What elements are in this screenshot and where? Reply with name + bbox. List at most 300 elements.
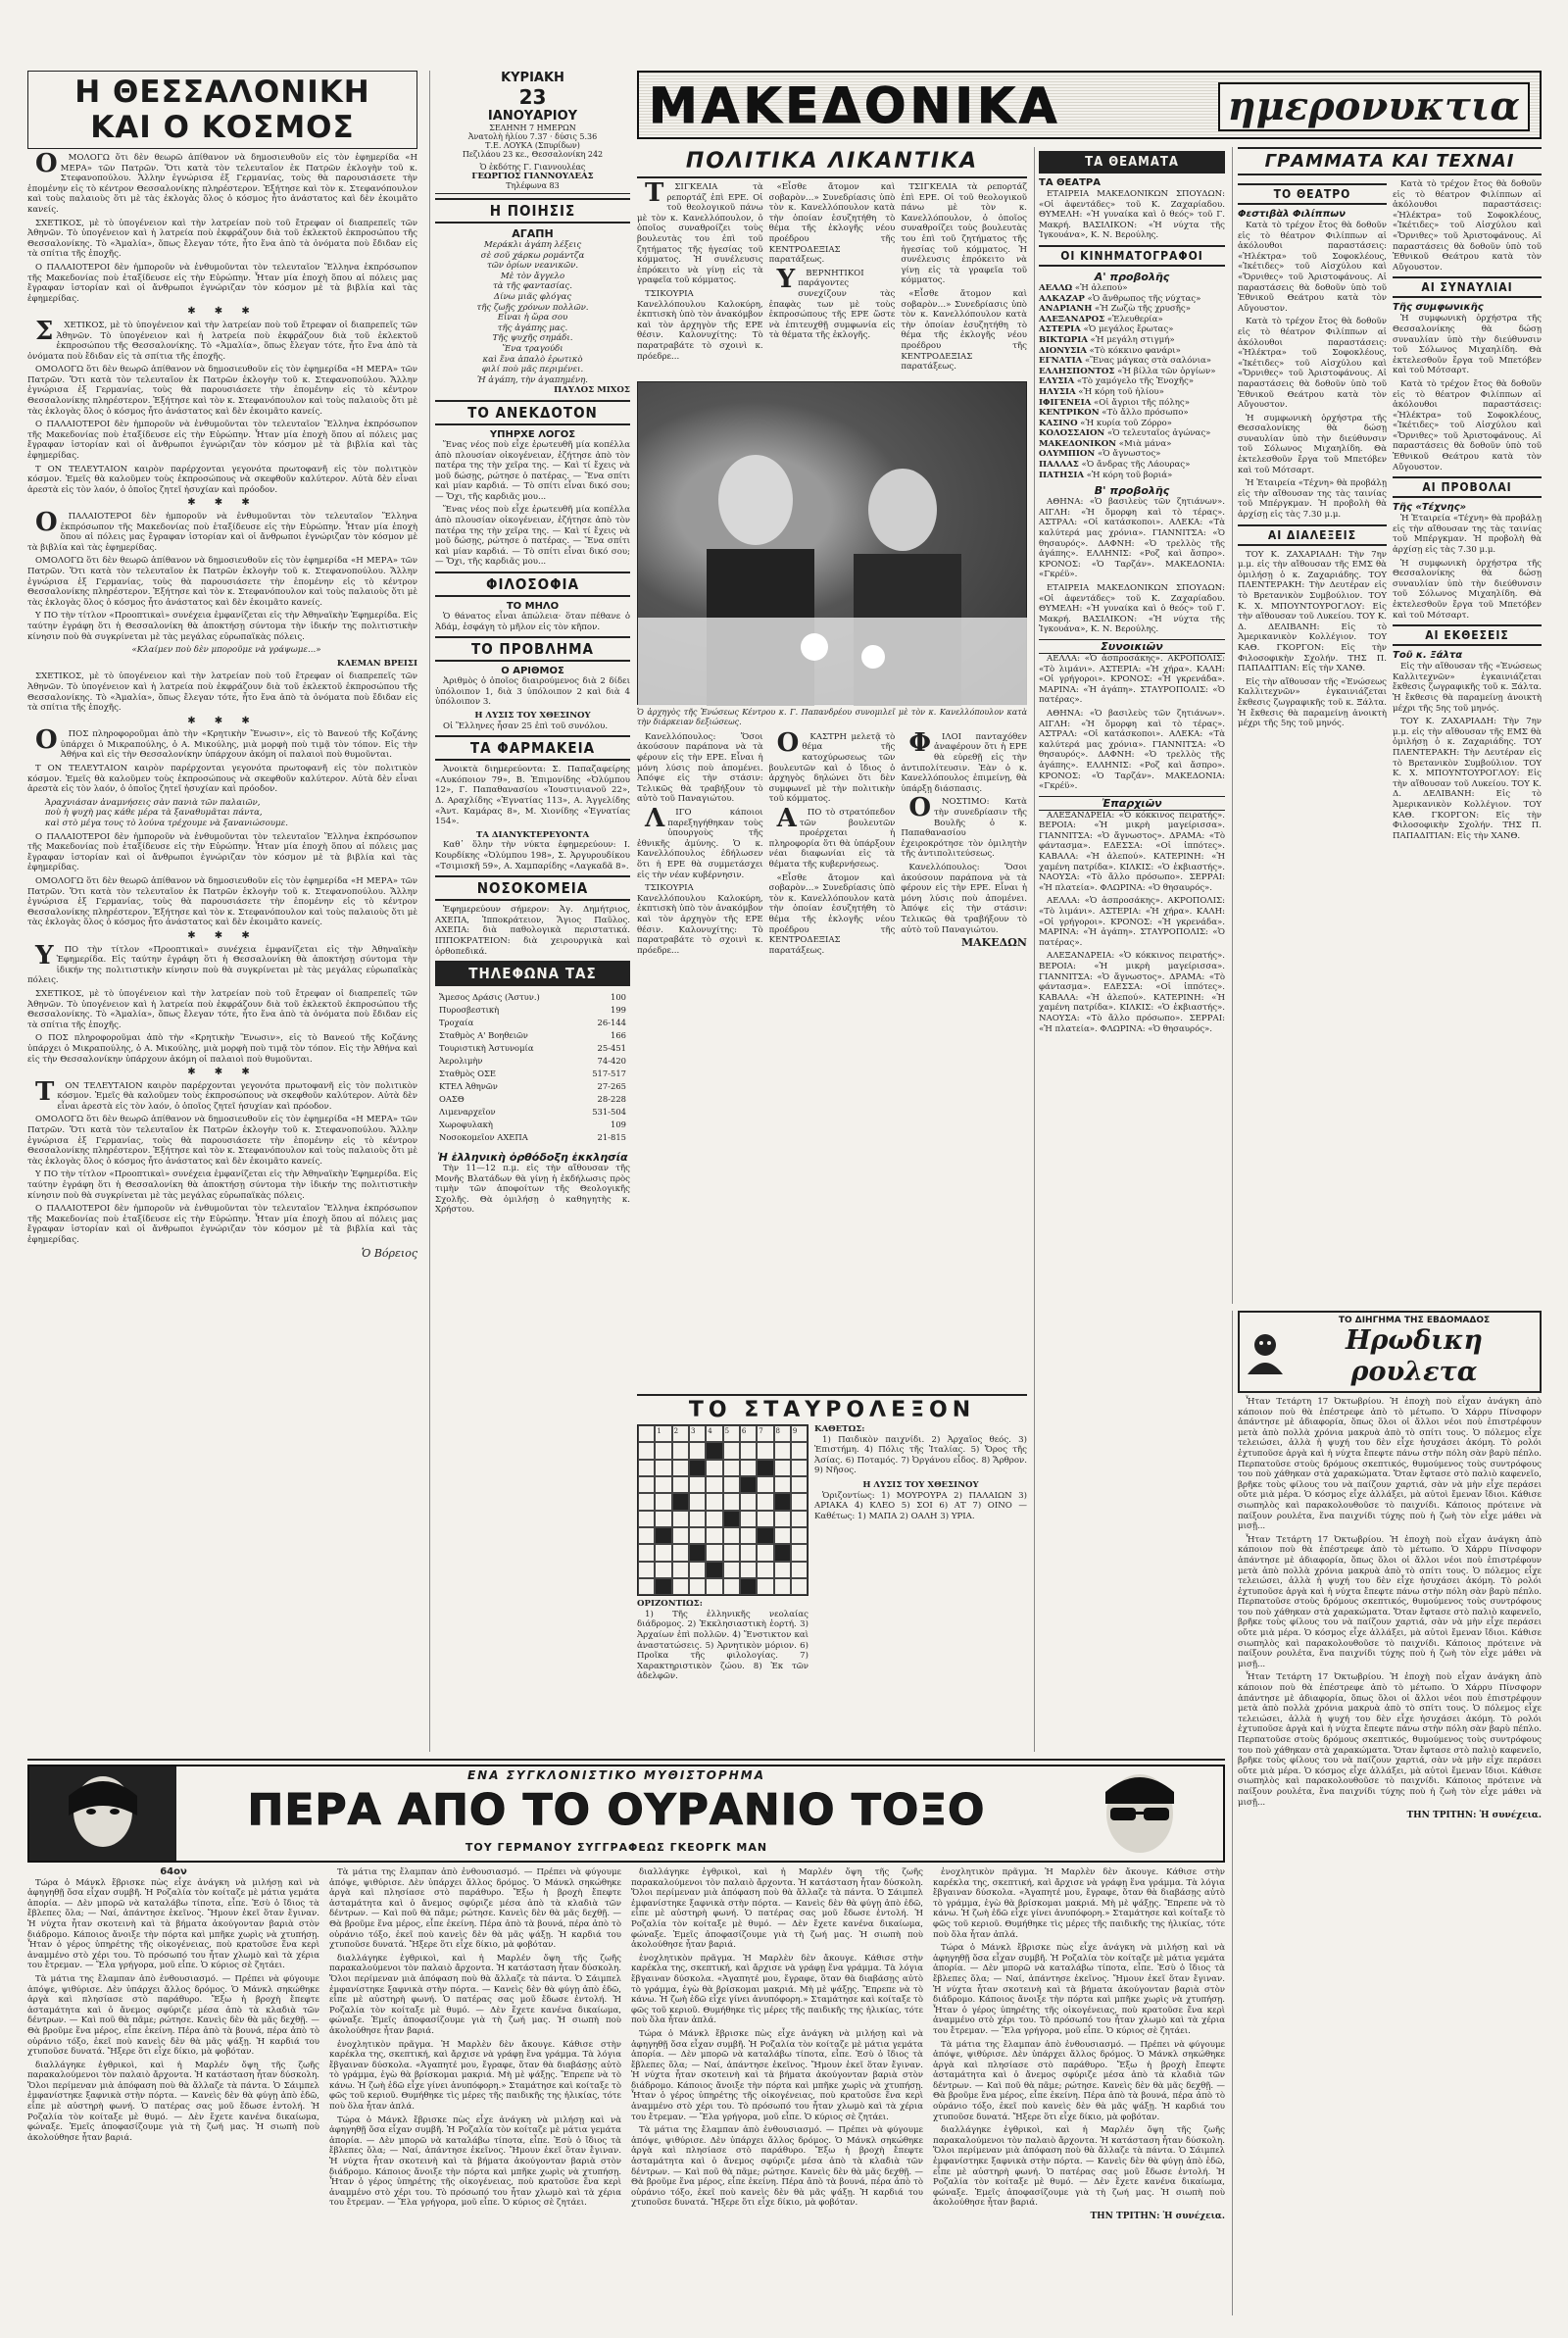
masthead-banner	[637, 71, 1542, 139]
story-week-text: Ἦταν Τετάρτη 17 Ὀκτωβρίου. Ἡ ἐποχὴ ποὺ εἶχαν ἀνάγκη ἀπὸ κάποιον ποὺ θὰ ἐπέστρεφε ἀπὸ τὸ μέτωπο. Ὁ Χάρρυ Πίνσφορν ἀπάντησε μὲ ἀδιαφορία, ὅπως ὅλοι οἱ ἄλλοι νέοι ποὺ ἐπιστρέφουν μετὰ ἀπὸ πολλὰ χρόνια μακρυὰ ἀπὸ τὸ σπίτι τους. Ὁ πόλεμος εἶχε τελειώσει, ἀλλὰ ἡ ψυχή του δὲν εἶχε ἡσυχάσει ἀκόμη. Τὸ ρολόι ἐχτυποῦσε ἀργὰ καὶ ἡ νύχτα ἔπεφτε πάνω στὴν πόλη σὰν βαρὺ πέπλο. Περπατοῦσε στοὺς δρόμους σκεπτικός, θυμούμενος τοὺς συντρόφους του ποὺ χάθηκαν στὰ χαρακώματα. Ὅταν ἔφτασε στὸ παλιὸ καφενεῖο, βρῆκε τοὺς φίλους του νὰ παίζουν χαρτιά, σὰν νὰ μὴν εἶχε περάσει οὔτε μιὰ μέρα. Ὁ κόσμος εἶχε ἀλλάξει, μὰ αὐτοὶ ἔμεναν ἴδιοι. Κάθισε σιωπηλὸς καὶ παρακολουθοῦσε τὸ παιχνίδι. Κάποιος πρότεινε νὰ παίξουν ρουλέτα, ἕνα παιχνίδι τύχης ποὺ ἡ ζωὴ τὸν εἶχε μάθει νὰ μισῇ...	[1238, 1397, 1542, 1532]
cinema-name: ΕΛΛΗΣΠΟΝΤΟΣ	[1039, 366, 1115, 376]
letters-meetings-header: ΑΙ ΣΥΝΑΥΛΙΑΙ	[1393, 276, 1542, 298]
phone-row	[437, 1030, 628, 1041]
crossword-cell[interactable]	[706, 1476, 722, 1493]
crossword-cell[interactable]	[757, 1476, 773, 1493]
crossword-cell	[774, 1493, 791, 1510]
crossword-cell[interactable]	[723, 1562, 740, 1578]
crossword-cell[interactable]	[672, 1562, 689, 1578]
editor-label: Ὁ ἐκδότης Γ. Γιαννουλέας	[479, 163, 586, 172]
crossword-header: ΤΟ ΣΤΑΥΡΟΛΕΞΟΝ	[688, 1398, 976, 1422]
phone-row	[437, 1081, 628, 1092]
cinema-item	[1039, 428, 1225, 439]
phone-name: ΚΤΕΛ Ἀθηνῶν	[439, 1081, 498, 1092]
crossword-cell	[757, 1527, 773, 1544]
politics-col4c: «Εἶσθε ἄτομον καὶ σοβαρὸν…» Συνεδρίασις ὑπὸ τὸν κ. Κανελλόπουλον κατὰ τὴν ὁποίαν ἐσυζητήθη τὸ θέμα τῆς ἐκλογῆς νέου προέδρου τῆς ΚΕΝΤΡΟΔΕΞΙΑΣ παρατάξεως.	[768, 872, 896, 956]
left-article-title-box	[27, 71, 417, 149]
crossword-cell[interactable]	[672, 1476, 689, 1493]
crossword-cell[interactable]	[689, 1562, 706, 1578]
phone-number: 531-504	[592, 1107, 626, 1118]
phone-number: 74-420	[597, 1056, 626, 1067]
crossword-cell[interactable]	[791, 1442, 808, 1459]
church-title: Ἡ ἑλληνικὴ ὀρθόδοξη ἐκκλησία	[437, 1151, 628, 1165]
crossword-cell	[689, 1460, 706, 1476]
letters-exhibits-header: ΑΙ ΠΡΟΒΟΛΑΙ	[1393, 476, 1542, 498]
crossword-cell[interactable]: 6	[740, 1425, 757, 1442]
politics-header: ΠΟΛΙΤΙΚΑ ΛΙΚΑΝΤΙΚΑ	[637, 147, 1027, 178]
politics-col1: ΤΣΙΓΚΕΛΙΑ τὰ ρεπορτάζ ἐπὶ ΕΡΕ. Οἱ τοῦ θεολογικοῦ πάνω μὲ τὸν κ. Κανελλόπουλον, ὁ ὁποῖος συναθροίζει τοὺς βουλευτὰς του ἐπὶ τοῦ ζητήματος τῆς ἡγεσίας τοῦ κόμματος. Ἡ συνέλευσις ἐπρόκειτο νὰ γίνῃ εἰς τὰ γραφεῖα τοῦ κόμματος.	[637, 178, 763, 286]
phone-row	[437, 1107, 628, 1118]
pharmacies-night-title: ΤΑ ΔΙΑΝΥΚΤΕΡΕΥΟΝΤΑ	[475, 829, 590, 840]
crossword-cell[interactable]	[638, 1493, 655, 1510]
crossword-cell[interactable]	[774, 1578, 791, 1595]
problem-sub: Ο ΑΡΙΘΜΟΣ	[501, 666, 564, 677]
crossword-cell[interactable]	[706, 1460, 722, 1476]
cinema-item	[1039, 324, 1225, 335]
phone-number: 27-265	[597, 1081, 626, 1092]
phone-number: 166	[611, 1030, 626, 1041]
story-week-text-2: Ἦταν Τετάρτη 17 Ὀκτωβρίου. Ἡ ἐποχὴ ποὺ εἶχαν ἀνάγκη ἀπὸ κάποιον ποὺ θὰ ἐπέστρεφε ἀπὸ τὸ μέτωπο. Ὁ Χάρρυ Πίνσφορν ἀπάντησε μὲ ἀδιαφορία, ὅπως ὅλοι οἱ ἄλλοι νέοι ποὺ ἐπιστρέφουν μετὰ ἀπὸ πολλὰ χρόνια μακρυὰ ἀπὸ τὸ σπίτι τους. Ὁ πόλεμος εἶχε τελειώσει, ἀλλὰ ἡ ψυχή του δὲν εἶχε ἡσυχάσει ἀκόμη. Τὸ ρολόι ἐχτυποῦσε ἀργὰ καὶ ἡ νύχτα ἔπεφτε πάνω στὴν πόλη σὰν βαρὺ πέπλο. Περπατοῦσε στοὺς δρόμους σκεπτικός, θυμούμενος τοὺς συντρόφους του ποὺ χάθηκαν στὰ χαρακώματα. Ὅταν ἔφτασε στὸ παλιὸ καφενεῖο, βρῆκε τοὺς φίλους του νὰ παίζουν χαρτιά, σὰν νὰ μὴν εἶχε περάσει οὔτε μιὰ μέρα. Ὁ κόσμος εἶχε ἀλλάξει, μὰ αὐτοὶ ἔμεναν ἴδιοι. Κάθισε σιωπηλὸς καὶ παρακολουθοῦσε τὸ παιχνίδι. Κάποιος πρότεινε νὰ παίξουν ρουλέτα, ἕνα παιχνίδι τύχης ποὺ ἡ ζωὴ τὸν εἶχε μάθει νὰ μισῇ...	[1238, 1534, 1542, 1669]
letters-theatre-2: Κατὰ τὸ τρέχον ἔτος θὰ δοθοῦν εἰς τὸ θέατρον Φιλίππων αἱ ἀκόλουθοι παραστάσεις: «Ἡλέκτρα» τοῦ Σοφοκλέους, «Ἱκέτιδες» τοῦ Αἰσχύλου καὶ «Ὄρνιθες» τοῦ Ἀριστοφάνους. Αἱ παραστάσεις θὰ δοθοῦν ὑπὸ τοῦ Ἐθνικοῦ Θεάτρου κατὰ τὸν Αὔγουστον.	[1238, 317, 1387, 411]
info-column	[429, 71, 630, 1752]
left-article-p3: ΟΠΑΛΑΙΟΤΕΡΟΙ δὲν ἠμποροῦν νὰ ἐνθυμοῦνται τὸν τελευταῖον Ἕλληνα ἐκπρόσωπον τῆς Μακεδονίας ποὺ ἐταξίδευσε εἰς τὴν Εὐρώπην. Ἦταν μία ἐποχὴ ὅπου αἱ πόλεις μας ἔγραφαν ἱστορίαν καὶ οἱ ἄνθρωποι ἐγνώριζαν τὸν κόσμον μὲ τὰ βιβλία καὶ τὰς ἐφημερίδας.	[27, 508, 417, 553]
crossword-cell[interactable]	[774, 1511, 791, 1527]
crossword-cell[interactable]	[655, 1460, 671, 1476]
phone-row	[437, 1056, 628, 1067]
phone-row	[437, 1069, 628, 1079]
story-week-next: ΤΗΝ ΤΡΙΤΗΝ: Ἡ συνέχεια.	[1406, 1811, 1542, 1821]
phone-name: Σταθμὸς Α' Βοηθειῶν	[439, 1030, 528, 1041]
problem-text: Ἀριθμὸς ὁ ὁποῖος διαιρούμενος διὰ 2 δίδει ὑπόλοιπον 1, διὰ 3 ὑπόλοιπον 2 καὶ διὰ 4 ὑπόλοιπον 3.	[435, 676, 630, 708]
phone-number: 100	[611, 992, 626, 1003]
crossword-cell[interactable]	[757, 1442, 773, 1459]
cinema-item	[1039, 346, 1225, 357]
crossword-cell[interactable]: 3	[689, 1425, 706, 1442]
left-article-p2c: Ο ΠΑΛΑΙΟΤΕΡΟΙ δὲν ἠμποροῦν νὰ ἐνθυμοῦνται τὸν τελευταῖον Ἕλληνα ἐκπρόσωπον τῆς Μακεδονίας ποὺ ἐταξίδευσε εἰς τὴν Εὐρώπην. Ἦταν μία ἐποχὴ ὅπου αἱ πόλεις μας ἔγραφαν ἱστορίαν καὶ οἱ ἄνθρωποι ἐγνώριζαν τὸν κόσμον μὲ τὰ βιβλία καὶ τὰς ἐφημερίδας.	[27, 420, 417, 462]
crossword-cell[interactable]	[723, 1527, 740, 1544]
politics-col2d: «Εἶσθε ἄτομον καὶ σοβαρὸν…» Συνεδρίασις ὑπὸ τὸν κ. Κανελλόπουλον κατὰ τὴν ὁποίαν ἐσυζητήθη τὸ θέμα τῆς ἐκλογῆς νέου προέδρου τῆς ΚΕΝΤΡΟΔΕΞΙΑΣ παρατάξεως.	[901, 288, 1027, 373]
crossword-cell[interactable]: 1	[655, 1425, 671, 1442]
crossword-cell[interactable]: 2	[672, 1425, 689, 1442]
pharmacies-text: Ἀνοικτὰ διημερεύοντα: Σ. Παπαζαφείρης «Λυκόποιον 79», Β. Ἐπιμονίδης «Ὀλύμπου 12», Γ. Παπαθανασίου «Ἰουστινιανοῦ 22», Δ. Αραχλίδης «Ἐγνατίας 113», Α. Ἀγγελίδης «Ἀντ. Καμάρας 8», Μ. Χιονίδης «Ἐγνατίας 154».	[435, 765, 630, 827]
crossword-cell[interactable]	[757, 1578, 773, 1595]
cinemas-header: ΟΙ ΚΙΝΗΜΑΤΟΓΡΑΦΟΙ	[1039, 245, 1225, 267]
crossword-cell[interactable]: 4	[706, 1425, 722, 1442]
poetry-author: ΠΑΥΛΟΣ ΜΙΧΟΣ	[554, 385, 630, 396]
politics-col4b: ΑΠΟ τὸ στρατόπεδον τῶν βουλευτῶν προέρχεται ἡ πληροφορία ὅτι θὰ ὑπάρξουν νέαι διαφωνίαι εἰς τὰ θέματα τῆς κυβερνήσεως.	[768, 804, 896, 870]
crossword-cell[interactable]	[791, 1578, 808, 1595]
philosophy-sub: ΤΟ ΜΗΛΟ	[506, 601, 560, 613]
phone-number: 25-451	[597, 1043, 626, 1054]
serial-col3: διαλλάγηκε ἐγθρικοὶ, καὶ ἡ Μαρλέν ὄψη τῆς ζωῆς παρακαλούμενοι τὸν παλαιὸ ἄρχοντα. Ἡ κατάσταση ἦταν δύσκολη. Ὅλοι περίμεναν μιὰ ἀπόφαση ποὺ θὰ ἄλλαζε τὰ πάντα. Ὁ Σάιμπελ ἐμφανίστηκε ξαφνικὰ στὴν πόρτα. — Κανεὶς δὲν θὰ φύγῃ ἀπὸ ἐδῶ, εἶπε μὲ αὐστηρὴ φωνή. Ὁ πατέρας σας μοῦ ἔδωσε ἐντολή. Ἡ Ροζαλία τὸν κοίταξε μὲ θυμό. — Δὲν ἔχετε κανένα δικαίωμα, φώναξε. Ἐμεῖς ἀποφασίζουμε γιὰ τὴ ζωή μας. Ἡ σιωπὴ ποὺ ἀκολούθησε ἦταν βαριά.	[631, 1867, 923, 1951]
anecdote-sub: ΥΠΗΡΧΕ ΛΟΓΟΣ	[489, 428, 576, 440]
crossword-cell[interactable]	[655, 1493, 671, 1510]
story-week-text-3: Ἦταν Τετάρτη 17 Ὀκτωβρίου. Ἡ ἐποχὴ ποὺ εἶχαν ἀνάγκη ἀπὸ κάποιον ποὺ θὰ ἐπέστρεφε ἀπὸ τὸ μέτωπο. Ὁ Χάρρυ Πίνσφορν ἀπάντησε μὲ ἀδιαφορία, ὅπως ὅλοι οἱ ἄλλοι νέοι ποὺ ἐπιστρέφουν μετὰ ἀπὸ πολλὰ χρόνια μακρυὰ ἀπὸ τὸ σπίτι τους. Ὁ πόλεμος εἶχε τελειώσει, ἀλλὰ ἡ ψυχή του δὲν εἶχε ἡσυχάσει ἀκόμη. Τὸ ρολόι ἐχτυποῦσε ἀργὰ καὶ ἡ νύχτα ἔπεφτε πάνω στὴν πόλη σὰν βαρὺ πέπλο. Περπατοῦσε στοὺς δρόμους σκεπτικός, θυμούμενος τοὺς συντρόφους του ποὺ χάθηκαν στὰ χαρακώματα. Ὅταν ἔφτασε στὸ παλιὸ καφενεῖο, βρῆκε τοὺς φίλους του νὰ παίζουν χαρτιά, σὰν νὰ μὴν εἶχε περάσει οὔτε μιὰ μέρα. Ὁ κόσμος εἶχε ἀλλάξει, μὰ αὐτοὶ ἔμεναν ἴδιοι. Κάθισε σιωπηλὸς καὶ παρακολουθοῦσε τὸ παιχνίδι. Κάποιος πρότεινε νὰ παίξουν ρουλέτα, ἕνα παιχνίδι τύχης ποὺ ἡ ζωὴ τὸν εἶχε μάθει νὰ μισῇ...	[1238, 1672, 1542, 1808]
cinema-item	[1039, 408, 1225, 419]
letters-lectures-2: Εἰς τὴν αἴθουσαν τῆς «Ἑνώσεως Καλλιτεχνῶν» ἐγκαινιάζεται ἔκθεσις ζωγραφικῆς τοῦ κ. Ξάλτα. Ἡ ἔκθεσις θὰ παραμείνῃ ἀνοικτὴ μέχρι τῆς 5ης τοῦ μηνός.	[1238, 676, 1387, 729]
crossword-cell	[706, 1442, 722, 1459]
crossword-cell[interactable]	[740, 1511, 757, 1527]
serial-col2c: ἐνοχλητικὸν πρᾶγμα. Ἡ Μαρλὲν δὲν ἄκουγε. Κάθισε στὴν καρέκλα της, σκεπτική, καὶ ἄρχισε νὰ γράφῃ ἕνα γράμμα. Τὰ λόγια ἔβγαιναν δύσκολα. «Ἀγαπητέ μου, ἔγραφε, ὅταν θὰ διαβάσῃς αὐτὸ τὸ γράμμα, ἐγὼ θὰ βρίσκομαι μακριά. Μὴ μὲ ψάξῃς. Ἔπρεπε νὰ τὸ κάνω. Ἡ ζωὴ ἐδῶ εἶχε γίνει ἀνυπόφορη.» Σταμάτησε καὶ κοίταξε τὸ φῶς τοῦ κεριοῦ. Θυμήθηκε τὶς μέρες τῆς παιδικῆς της ἡλικίας, τότε ποὺ ὅλα ἦταν ἁπλά.	[329, 2039, 621, 2113]
crossword-cell[interactable]	[791, 1527, 808, 1544]
newspaper-page	[27, 71, 1542, 2315]
crossword-cell[interactable]	[655, 1511, 671, 1527]
suburbs-text-2: ΑΘΗΝΑ: «Ὁ βασιλεὺς τῶν ζητιάνων». ΑΙΓΛΗ: «Ἡ ὄμορφη καὶ τὸ τέρας». ΑΣΤΡΑΛ: «Οἱ κατάσκοποι». ΑΛΕΚΑ: «Τὰ καλύτερά μας χρόνια». ΓΙΑΝΝΙΤΣΑ: «Ὁ θησαυρός». ΔΑΦΝΗ: «Ὁ τρελλὸς τῆς ἀγάπης». ΕΛΛΗΝΙΣ: «Ροζ καὶ ἄσπρο». ΚΡΟΝΟΣ: «Ὁ Ταρζάν». ΜΑΚΕΔΟΝΙΑ: «Γκρέϋ».	[1039, 708, 1225, 792]
crossword-cell[interactable]	[672, 1527, 689, 1544]
crossword-cell[interactable]	[723, 1493, 740, 1510]
phone-number: 26-144	[597, 1018, 626, 1028]
serial-col2: Τὰ μάτια της ἔλαμπαν ἀπὸ ἐνθουσιασμό. — Πρέπει νὰ φύγουμε ἀπόψε, ψιθύρισε. Δὲν ὑπάρχει ἄλλος δρόμος. Ὁ Μάνκλ σηκώθηκε ἀργὰ καὶ πλησίασε στὸ παράθυρο. Ἔξω ἡ βροχὴ ἔπεφτε ἀσταμάτητα καὶ ὁ ἄνεμος σφύριζε μέσα ἀπὸ τὰ κλαδιὰ τῶν δέντρων. — Καὶ ποῦ θὰ πᾶμε; ρώτησε. Κανεὶς δὲν θὰ μᾶς δεχθῇ. — Θὰ βροῦμε ἕνα μέρος, εἶπε ἐκείνη. Πέρα ἀπὸ τὰ βουνά, πέρα ἀπὸ τὸ οὐράνιο τόξο, ἐκεῖ ποὺ κανεὶς δὲν θὰ μᾶς ψάξῃ. Ἡ καρδιά του χτυποῦσε δυνατά. Ἤξερε ὅτι εἶχε δίκιο, μὰ φοβόταν.	[329, 1867, 621, 1951]
serial-col3b: ἐνοχλητικὸν πρᾶγμα. Ἡ Μαρλὲν δὲν ἄκουγε. Κάθισε στὴν καρέκλα της, σκεπτική, καὶ ἄρχισε νὰ γράφῃ ἕνα γράμμα. Τὰ λόγια ἔβγαιναν δύσκολα. «Ἀγαπητέ μου, ἔγραφε, ὅταν θὰ διαβάσῃς αὐτὸ τὸ γράμμα, ἐγὼ θὰ βρίσκομαι μακριά. Μὴ μὲ ψάξῃς. Ἔπρεπε νὰ τὸ κάνω. Ἡ ζωὴ ἐδῶ εἶχε γίνει ἀνυπόφορη.» Σταμάτησε καὶ κοίταξε τὸ φῶς τοῦ κεριοῦ. Θυμήθηκε τὶς μέρες τῆς παιδικῆς της ἡλικίας, τότε ποὺ ὅλα ἦταν ἁπλά.	[631, 1953, 923, 2026]
crossword-cell	[655, 1527, 671, 1544]
left-article-poem: Ἀραχνιάσαν ἀναμνήσεις σὰν πανιὰ τῶν παλαιῶν, ποὺ ἡ ψυχὴ μας κάθε μέρα τὰ ξαναθυμᾶται πάντα, καὶ στὸ μέγα τους τὸ λούνα τρέχουμε νὰ ξανανιώσουμε.	[45, 797, 288, 829]
letters-exhibits: Ἡ Ἑταιρεία «Τέχνη» θὰ προβάλῃ εἰς τὴν αἴθουσαν της τὰς ταινίας τοῦ Μπέργκμαν. Ἡ προβολὴ θὰ ἀρχίσῃ εἰς τὰς 7.30 μ.μ.	[1393, 514, 1542, 556]
crossword-cell[interactable]: 7	[757, 1425, 773, 1442]
crossword-cell[interactable]	[791, 1476, 808, 1493]
cinema-name: ΔΙΟΝΥΣΙΑ	[1039, 345, 1087, 356]
cinema-film: «Ὁ ἄγνωστος»	[1095, 449, 1161, 460]
crossword-cell	[655, 1578, 671, 1595]
phone-name: Νοσοκομεῖον ΑΧΕΠΑ	[439, 1132, 528, 1143]
crossword-cell[interactable]	[638, 1578, 655, 1595]
crossword-cell	[774, 1544, 791, 1561]
politics-col2c: ΤΣΙΓΚΕΛΙΑ τὰ ρεπορτάζ ἐπὶ ΕΡΕ. Οἱ τοῦ θεολογικοῦ πάνω μὲ τὸν κ. Κανελλόπουλον, ὁ ὁποῖος συναθροίζει τοὺς βουλευτὰς του ἐπὶ τοῦ ζητήματος τῆς ἡγεσίας τοῦ κόμματος. Ἡ συνέλευσις ἐπρόκειτο νὰ γίνῃ εἰς τὰ γραφεῖα τοῦ κόμματος.	[901, 182, 1027, 286]
crossword-cell[interactable]: 8	[774, 1425, 791, 1442]
letters-lectures: ΤΟΥ Κ. ΖΑΧΑΡΙΑΔΗ: Τὴν 7ην μ.μ. εἰς τὴν αἴθουσαν τῆς ΕΜΣ θὰ ὁμιλήσῃ ὁ κ. Ζαχαριάδης. ΤΟΥ ΠΛΕΝΤΕΡΑΚΗ: Τὴν Δευτέραν εἰς τὸ Βρετανικὸν Συμβούλιον. ΤΟΥ Κ. Χ. ΜΠΟΥΝΤΟΥΡΟΓΛΟΥ: Εἰς τὴν αἴθουσαν τοῦ Λυκείου. ΤΟΥ Κ. Δ. ΔΕΛΙΒΑΝΗ: Εἰς τὸ Ἀμερικανικὸν Κολλέγιον. ΤΟΥ ΚΑΘ. ΓΚΟΡΓΟΝ: Εἰς τὴν Φιλοσοφικὴν Σχολήν. ΤΗΣ Π. ΠΑΠΑΔΙΤΙΑΝ: Εἰς τὴν ΧΑΝΘ.	[1238, 549, 1387, 674]
crossword-across: 1) Τῆς ἑλληνικῆς νεολαίας διάδρομος. 2) Ἐκκλησιαστικὴ ἑορτή. 3) Ἀρχαίων ἐπὶ πολλῶν. 4) Ἔνστικτον καὶ ἀναστατώσεις. 5) Ἀρνητικὸν μόριον. 6) Προῖκα τῆς φιλολογίας. 7) Χαρακτηριστικὸν ζώου. 8) Ἐκ τῶν ἀδελφῶν.	[637, 1609, 808, 1682]
crossword-cell[interactable]	[672, 1578, 689, 1595]
cinema-name: ΑΛΚΑΖΑΡ	[1039, 293, 1085, 304]
suburbs-text: ΑΕΛΛΑ: «Ὁ ἀσπροσάκης». ΑΚΡΟΠΟΛΙΣ: «Τὸ λιμάνι». ΑΣΤΕΡΙΑ: «Ἡ χήρα». ΚΑΛΗ: «Οἱ γρήγοροι». ΚΡΟΝΟΣ: «Ἡ γκρενάδα». ΜΑΡΙΝΑ: «Ἡ ἀγάπη». ΣΤΑΥΡΟΠΟΛΙΣ: «Ὁ πατέρας».	[1039, 653, 1225, 706]
phone-name: Πυροσβεστικὴ	[439, 1005, 500, 1016]
serial-col4: ἐνοχλητικὸν πρᾶγμα. Ἡ Μαρλὲν δὲν ἄκουγε. Κάθισε στὴν καρέκλα της, σκεπτική, καὶ ἄρχισε νὰ γράφῃ ἕνα γράμμα. Τὰ λόγια ἔβγαιναν δύσκολα. «Ἀγαπητέ μου, ἔγραφε, ὅταν θὰ διαβάσῃς αὐτὸ τὸ γράμμα, ἐγὼ θὰ βρίσκομαι μακριά. Μὴ μὲ ψάξῃς. Ἔπρεπε νὰ τὸ κάνω. Ἡ ζωὴ ἐδῶ εἶχε γίνει ἀνυπόφορη.» Σταμάτησε καὶ κοίταξε τὸ φῶς τοῦ κεριοῦ. Θυμήθηκε τὶς μέρες τῆς παιδικῆς της ἡλικίας, τότε ποὺ ὅλα ἦταν ἁπλά.	[933, 1867, 1225, 1940]
crossword-cell[interactable]	[672, 1511, 689, 1527]
crossword-cell[interactable]	[689, 1476, 706, 1493]
anecdote-text: Ἕνας νέος ποὺ εἶχε ἐρωτευθῆ μία κοπέλλα ἀπὸ πλουσίαν οἰκογένειαν, ἐζήτησε ἀπὸ τὸν πατέρα της τὴν χεῖρα της. — Καὶ τί ἔχεις νὰ μοῦ δώσῃς, ρώτησε ὁ πατέρας. — Ἕνα σπίτι καὶ μίαν καρδιά. — Τὸ σπίτι εἶναι δικό σου; — Ὄχι, τῆς καρδιᾶς μου...	[435, 439, 630, 502]
serial-col4b: Τώρα ὁ Μάνκλ ἔβρισκε πὼς εἶχε ἀνάγκη νὰ μιλήσῃ καὶ νὰ ἀφηγηθῇ ὅσα εἶχαν συμβῆ. Ἡ Ροζαλία τὸν κοίταζε μὲ μάτια γεμάτα ἀπορία. — Δὲν μπορῶ νὰ καταλάβω τίποτα, εἶπε. Ἐσὺ ὁ ἴδιος τὰ ἔβλεπες ὅλα; — Ναί, ἀπάντησε ἐκεῖνος. Ἤμουν ἐκεῖ ὅταν ἔγιναν. Ἡ νύχτα ἦταν σκοτεινὴ καὶ τὰ βήματα ἀκούγονταν βαριὰ στὸν διάδρομο. Κάποιος ἄνοιξε τὴν πόρτα καὶ μπῆκε χωρὶς νὰ χτυπήσῃ. Ἦταν ὁ γέρος ὑπηρέτης τῆς οἰκογένειας, ποὺ κρατοῦσε ἕνα κερὶ ἀναμμένο στὸ χέρι του. Τὸ πρόσωπό του ἦταν χλωμὸ καὶ τὰ χέρια του ἔτρεμαν. — Ἔλα γρήγορα, μοῦ εἶπε. Ὁ κύριος σὲ ζητάει.	[933, 1943, 1225, 2036]
cinema-item	[1039, 419, 1225, 429]
phone-row	[437, 1005, 628, 1016]
left-article-p5: ΥΠΟ τὴν τίτλον «Προοπτικαὶ» συνέχεια ἐμφανίζεται εἰς τὴν Ἀθηναϊκὴν Ἐφημερίδα. Εἰς ταύτην ἐγράφη ὅτι ἡ Θεσσαλονίκη θὰ ἀποκτήσῃ σύντομα τὴν ἰδικήν της πολιτιστικὴν κίνησιν ποὺ θὰ συγκρίνεται μὲ τὰς μεγάλας εὐρωπαϊκὰς πόλεις.	[27, 940, 417, 986]
crossword-cell[interactable]	[791, 1562, 808, 1578]
crossword-cell[interactable]	[655, 1476, 671, 1493]
crossword-cell[interactable]	[791, 1544, 808, 1561]
cinema-film: «Μιὰ μάνα»	[1116, 438, 1172, 449]
phone-number: 109	[611, 1119, 626, 1130]
poetry-title: ΑΓΑΠΗ	[512, 227, 554, 240]
cinema-name: ΚΕΝΤΡΙΚΟΝ	[1039, 408, 1100, 419]
politics-col3b: ΛΙΓΟ κάποιοι παρεξηγήθηκαν τοὺς ὑπουργοὺς τῆς ἐθνικῆς ἀμύνης. Ὁ κ. Κανελλόπουλος ἐδήλωσεν ὅτι ἡ ΕΡΕ θὰ συμμετάσχει εἰς τὴν νέαν κυβέρνησιν.	[637, 804, 763, 880]
date-box	[435, 71, 630, 194]
cinema-film: «Ἡ Ζωζὼ τῆς χρυσῆς»	[1092, 304, 1191, 315]
cinema-item	[1039, 283, 1225, 294]
cinema-film: «Ἡ ἀλεπού»	[1072, 282, 1128, 293]
left-article-p1c: Ο ΠΑΛΑΙΟΤΕΡΟΙ δὲν ἠμποροῦν νὰ ἐνθυμοῦνται τὸν τελευταῖον Ἕλληνα ἐκπρόσωπον τῆς Μακεδονίας ποὺ ἐταξίδευσε εἰς τὴν Εὐρώπην. Ἦταν μία ἐποχὴ ὅπου αἱ πόλεις μας ἔγραφαν ἱστορίαν καὶ οἱ ἄνθρωποι ἐγνώριζαν τὸν κόσμον μὲ τὰ βιβλία καὶ τὰς ἐφημερίδας.	[27, 262, 417, 304]
serial-next: ΤΗΝ ΤΡΙΤΗΝ: Ἡ συνέχεια.	[1090, 2212, 1225, 2221]
cinema-item	[1039, 471, 1225, 481]
left-article-title-2: ΚΑΙ Ο ΚΟΣΜΟΣ	[90, 110, 355, 145]
left-article-p2: ΣΧΕΤΙΚΟΣ, μὲ τὸ ὑπογένειον καὶ τὴν λατρείαν ποὺ τοῦ ἔτρεφαν οἱ διαπρεπεῖς τῶν Ἀθηνῶν. Τὸ ὑπογένειον καὶ ἡ λατρεία ποὺ ἐκφράζουν διὰ τοῦ ἐκλεκτοῦ ἐκπροσώπου τῆς Θεσσαλονίκης. Τὸ «Ἁμαλία», ὅπως ἔλεγαν τότε, ἦτο ἕνα ἀπὸ τὰ ὀνόματα ποὺ ἔδιδαν εἰς τὰ σπίτια τῆς ἐποχῆς.	[27, 316, 417, 362]
crossword-cell[interactable]	[740, 1442, 757, 1459]
phone-number: 199	[611, 1005, 626, 1016]
cinema-film: «Ἡ κυρία τοῦ Ζόρρο»	[1077, 418, 1172, 428]
cinema-name: ΑΛΕΞΑΝΔΡΟΣ	[1039, 314, 1105, 324]
church-text: Τὴν 11—12 π.μ. εἰς τὴν αἴθουσαν τῆς Μονῆς Βλατάδων θὰ γίνῃ ἡ ἐκδήλωσις πρὸς τιμὴν τῶν ἀποφοίτων τῆς Θεολογικῆς Σχολῆς. Θὰ ὁμιλήσῃ ὁ καθηγητὴς κ. Χρήστου.	[435, 1164, 630, 1216]
crossword-cell[interactable]	[757, 1562, 773, 1578]
left-article-p2d: Τ ΟΝ ΤΕΛΕΥΤΑΙΟΝ καιρὸν παρέρχονται γεγονότα πρωτοφανῆ εἰς τὸν πολιτικὸν κόσμον. Ἐμεῖς θὰ καλοῦμεν τοὺς ἐκπροσώπους νὰ σκεφθοῦν καλύτερον. Αὐτὰ δὲν εἶναι ἀρεστὰ εἰς τὸν λαόν, ὁ ὁποῖος ζητεῖ ἡσυχίαν καὶ πρόοδον.	[27, 464, 417, 495]
crossword-down: 1) Παιδικὸν παιχνίδι. 2) Ἀρχαῖος θεός. 3) Ἐπιστήμη. 4) Πόλις τῆς Ἰταλίας. 5) Ὄρος τῆς Ἀσίας. 6) Ποταμός. 7) Ὀργάνου εἶδος. 8) Ἄρθρον. 9) Νῆσος.	[814, 1434, 1027, 1476]
phone-name: Χωροφυλακὴ	[439, 1119, 493, 1130]
theatres-header: ΤΑ ΘΕΑΜΑΤΑ	[1039, 151, 1225, 174]
story-week-title: Ηρωδικη ρουλετα	[1345, 1325, 1484, 1387]
crossword-cell[interactable]	[740, 1544, 757, 1561]
crossword-cell[interactable]	[689, 1442, 706, 1459]
saint-info: Τ.Ε. ΛΟΥΚΑ (Σπυρίδων)	[485, 141, 580, 150]
left-article-p4d: ΟΜΟΛΟΓΩ ὅτι δὲν θεωρῶ ἀπίθανον νὰ δημοσιευθοῦν εἰς τὸν ἐφημερίδα «Η ΜΕΡΑ» τῶν Πατρῶν. Ὅτι κατὰ τὸν τελευταῖον ἐκ Πατρῶν ἐκλογὴν τοῦ κ. Στεφανοπούλου. Ἄλλην ἐγνώρισα ἐξ Γερμανίας, τοὺς θὰ παρουσιάσετε τὴν ἑπομένην εἰς τὸ κέντρον Θεσσαλονίκης πληρέστερον. Ἐξήτησε καὶ τὸν κ. Στεφανόπουλον καὶ τοὺς παλαιοὺς ὅτι μὲ τὰς ἐκλογὰς ὅλος ὁ κόσμος ἦτο ἀνάστατος καὶ δὲν ἐκοιμᾶτο κανείς.	[27, 876, 417, 928]
crossword-cell[interactable]	[740, 1527, 757, 1544]
date-month: ΙΑΝΟΥΑΡΙΟΥ	[487, 109, 578, 124]
phone-name: Τουριστικὴ Ἀστυνομία	[439, 1043, 534, 1054]
left-article	[27, 71, 417, 1752]
editor-phone: Τηλέφωνα 83	[506, 181, 560, 190]
left-article-quote-sig: ΚΛΕΜΑΝ ΒΡΕΙΣΙ	[336, 658, 417, 669]
politics-signature: ΜΑΚΕΔΩΝ	[960, 936, 1027, 950]
left-article-quote: «Κλαίμεν ποὺ δὲν μποροῦμε νὰ γράψωμε...»	[131, 645, 321, 656]
provinces-text: ΑΛΕΞΑΝΔΡΕΙΑ: «Ὁ κόκκινος πειρατής». ΒΕΡΟΙΑ: «Ἡ μικρὴ μαγείρισσα». ΓΙΑΝΝΙΤΣΑ: «Ὁ ἄγνωστος». ΔΡΑΜΑ: «Τὸ φάντασμα». ΕΔΕΣΣΑ: «Οἱ ἱππότες». ΚΑΒΑΛΑ: «Ἡ ἀλεπού». ΚΑΤΕΡΙΝΗ: «Ἡ χαμένη πατρίδα». ΚΙΛΚΙΣ: «Ὁ ἐκβιαστής». ΝΑΟΥΣΑ: «Τὸ ἄλλο πρόσωπο». ΣΕΡΡΑΙ: «Ἡ πλατεία». ΦΛΩΡΙΝΑ: «Ὁ θησαυρός».	[1039, 810, 1225, 893]
crossword-across-title: ΟΡΙΖΟΝΤΙΩΣ:	[637, 1599, 703, 1610]
letters-intro: Κατὰ τὸ τρέχον ἔτος θὰ δοθοῦν εἰς τὸ θέατρον Φιλίππων αἱ ἀκόλουθοι παραστάσεις: «Ἡλέκτρα» τοῦ Σοφοκλέους, «Ἱκέτιδες» τοῦ Αἰσχύλου καὶ «Ὄρνιθες» τοῦ Ἀριστοφάνους. Αἱ παραστάσεις θὰ δοθοῦν ὑπὸ τοῦ Ἐθνικοῦ Θεάτρου κατὰ τὸν Αὔγουστον.	[1393, 179, 1542, 273]
phone-number: 28-228	[597, 1094, 626, 1105]
cinema-name: ΜΑΚΕΔΟΝΙΚΟΝ	[1039, 438, 1117, 449]
crossword-cell[interactable]	[689, 1493, 706, 1510]
crossword-cell[interactable]	[638, 1527, 655, 1544]
crossword-cell[interactable]	[723, 1460, 740, 1476]
crossword-cell[interactable]	[791, 1511, 808, 1527]
cinema-item	[1039, 304, 1225, 315]
phone-number: 517-517	[592, 1069, 626, 1079]
date-day: ΚΥΡΙΑΚΗ	[501, 71, 564, 85]
left-article-p4b: Τ ΟΝ ΤΕΛΕΥΤΑΙΟΝ καιρὸν παρέρχονται γεγονότα πρωτοφανῆ εἰς τὸν πολιτικὸν κόσμον. Ἐμεῖς θὰ καλοῦμεν τοὺς ἐκπροσώπους νὰ σκεφθοῦν καλύτερον. Αὐτὰ δὲν εἶναι ἀρεστὰ εἰς τὸν λαόν, ὁ ὁποῖος ζητεῖ ἡσυχίαν καὶ πρόοδον.	[27, 764, 417, 795]
crossword-cell[interactable]	[757, 1544, 773, 1561]
cinema-name: ΚΟΛΟΣΣΑΙΟΝ	[1039, 428, 1105, 439]
letters-shows-sub: Τοῦ κ. Ξάλτα	[1393, 650, 1463, 662]
crossword-cell[interactable]	[672, 1442, 689, 1459]
crossword-cell[interactable]	[655, 1442, 671, 1459]
cinema-name: ΠΑΛΛΑΣ	[1039, 460, 1079, 471]
cinema-film: «Ἡ μεγάλη στιγμή»	[1087, 334, 1175, 345]
crossword-cell[interactable]	[638, 1425, 655, 1442]
left-article-p6b: ΟΜΟΛΟΓΩ ὅτι δὲν θεωρῶ ἀπίθανον νὰ δημοσιευθοῦν εἰς τὸν ἐφημερίδα «Η ΜΕΡΑ» τῶν Πατρῶν. Ὅτι κατὰ τὸν τελευταῖον ἐκ Πατρῶν ἐκλογὴν τοῦ κ. Στεφανοπούλου. Ἄλλην ἐγνώρισα ἐξ Γερμανίας, τοὺς θὰ παρουσιάσετε τὴν ἑπομένην εἰς τὸ κέντρον Θεσσαλονίκης πληρέστερον. Ἐξήτησε καὶ τὸν κ. Στεφανόπουλον καὶ τοὺς παλαιοὺς ὅτι μὲ τὰς ἐκλογὰς ὅλος ὁ κόσμος ἦτο ἀνάστατος καὶ δὲν ἐκοιμᾶτο κανείς.	[27, 1115, 417, 1167]
crossword-cell[interactable]	[706, 1544, 722, 1561]
left-article-p6c: Υ ΠΟ τὴν τίτλον «Προοπτικαὶ» συνέχεια ἐμφανίζεται εἰς τὴν Ἀθηναϊκὴν Ἐφημερίδα. Εἰς ταύτην ἐγράφη ὅτι ἡ Θεσσαλονίκη θὰ ἀποκτήσῃ σύντομα τὴν ἰδικήν της πολιτιστικὴν κίνησιν ποὺ θὰ συγκρίνεται μὲ τὰς μεγάλας εὐρωπαϊκὰς πόλεις.	[27, 1169, 417, 1201]
serial-col2d: Τώρα ὁ Μάνκλ ἔβρισκε πὼς εἶχε ἀνάγκη νὰ μιλήσῃ καὶ νὰ ἀφηγηθῇ ὅσα εἶχαν συμβῆ. Ἡ Ροζαλία τὸν κοίταζε μὲ μάτια γεμάτα ἀπορία. — Δὲν μπορῶ νὰ καταλάβω τίποτα, εἶπε. Ἐσὺ ὁ ἴδιος τὰ ἔβλεπες ὅλα; — Ναί, ἀπάντησε ἐκεῖνος. Ἤμουν ἐκεῖ ὅταν ἔγιναν. Ἡ νύχτα ἦταν σκοτεινὴ καὶ τὰ βήματα ἀκούγονταν βαριὰ στὸν διάδρομο. Κάποιος ἄνοιξε τὴν πόρτα καὶ μπῆκε χωρὶς νὰ χτυπήσῃ. Ἦταν ὁ γέρος ὑπηρέτης τῆς οἰκογένειας, ποὺ κρατοῦσε ἕνα κερὶ ἀναμμένο στὸ χέρι του. Τὸ πρόσωπό του ἦταν χλωμὸ καὶ τὰ χέρια του ἔτρεμαν. — Ἔλα γρήγορα, μοῦ εἶπε. Ὁ κύριος σὲ ζητάει.	[329, 2114, 621, 2209]
left-article-p6: ΤΟΝ ΤΕΛΕΥΤΑΙΟΝ καιρὸν παρέρχονται γεγονότα πρωτοφανῆ εἰς τὸν πολιτικὸν κόσμον. Ἐμεῖς θὰ καλοῦμεν τοὺς ἐκπροσώπους νὰ σκεφθοῦν καλύτερον. Αὐτὰ δὲν εἶναι ἀρεστὰ εἰς τὸν λαόν, ὁ ὁποῖος ζητεῖ ἡσυχίαν καὶ πρόοδον.	[35, 1076, 417, 1112]
crossword-cell[interactable]	[740, 1460, 757, 1476]
cinemas-second-2: ΕΤΑΙΡΕΙΑ ΜΑΚΕΔΟΝΙΚΩΝ ΣΠΟΥΔΩΝ: «Οἱ ἀφεντάδες» τοῦ Κ. Ζαχαρίαδου. ΘΥΜΕΛΗ: «Ἡ γυναίκα καὶ ὁ θεός» τοῦ Γ. Μακρή. ΒΑΣΙΛΙΚΟΝ: «Ἡ νύχτα τῆς Ἰγκουάνα», Κ. Ν. Βερούλης.	[1039, 583, 1225, 635]
cinema-item	[1039, 439, 1225, 450]
crossword-cell[interactable]	[706, 1493, 722, 1510]
crossword-cell[interactable]	[774, 1460, 791, 1476]
theatres-section	[1034, 147, 1225, 1752]
provinces-text-3: ΑΛΕΞΑΝΔΡΕΙΑ: «Ὁ κόκκινος πειρατής». ΒΕΡΟΙΑ: «Ἡ μικρὴ μαγείρισσα». ΓΙΑΝΝΙΤΣΑ: «Ὁ ἄγνωστος». ΔΡΑΜΑ: «Τὸ φάντασμα». ΕΔΕΣΣΑ: «Οἱ ἱππότες». ΚΑΒΑΛΑ: «Ἡ ἀλεπού». ΚΑΤΕΡΙΝΗ: «Ἡ χαμένη πατρίδα». ΚΙΛΚΙΣ: «Ὁ ἐκβιαστής». ΝΑΟΥΣΑ: «Τὸ ἄλλο πρόσωπο». ΣΕΡΡΑΙ: «Ἡ πλατεία». ΦΛΩΡΙΝΑ: «Ὁ θησαυρός».	[1039, 951, 1225, 1034]
politics-col3c: ΤΣΙΚΟΥΡΙΑ Κανελλόπουλου Καλοκύρη, ἐκπτισκὴ ὑπὸ τὸν ἀνακόμβον καὶ τὸν ἀρχηγὸν τῆς ΕΡΕ θέσιν. Καλονυχίτης: Τὸ παρατραβάτε τὸ σχοινὶ κ. πρόεδρε...	[637, 883, 763, 956]
cinema-name: ΕΓΝΑΤΙΑ	[1039, 356, 1083, 367]
crossword-cell[interactable]	[672, 1460, 689, 1476]
crossword-cell[interactable]	[638, 1511, 655, 1527]
letters-theatre-4: Ἡ Ἑταιρεία «Τέχνη» θὰ προβάλῃ εἰς τὴν αἴθουσαν της τὰς ταινίας τοῦ Μπέργκμαν. Ἡ προβολὴ θὰ ἀρχίσῃ εἰς τὰς 7.30 μ.μ.	[1238, 478, 1387, 521]
crossword-section	[637, 1394, 1027, 1752]
left-article-p6d: Ο ΠΑΛΑΙΟΤΕΡΟΙ δὲν ἠμποροῦν νὰ ἐνθυμοῦνται τὸν τελευταῖον Ἕλληνα ἐκπρόσωπον τῆς Μακεδονίας ποὺ ἐταξίδευσε εἰς τὴν Εὐρώπην. Ἦταν μία ἐποχὴ ὅπου αἱ πόλεις μας ἔγραφαν ἱστορίαν καὶ οἱ ἄνθρωποι ἐγνώριζαν τὸν κόσμον μὲ τὰ βιβλία καὶ τὰς ἐφημερίδας.	[27, 1204, 417, 1245]
hospitals-header: ΝΟΣΟΚΟΜΕΙΑ	[435, 875, 630, 901]
cinema-item	[1039, 460, 1225, 471]
cinema-film: «Οἱ ἄγριοι τῆς πόλης»	[1091, 397, 1190, 408]
politics-col4: ΟΚΑΣΤΡΗ μελετᾷ τὸ θέμα τῆς κατοχύρωσεως τῶν βουλευτῶν καὶ ὁ ἴδιος ὁ ἀρχηγὸς δηλώνει ὅτι δὲν συμφωνεῖ μὲ τὴν πολιτικὴν τοῦ κόμματος.	[768, 727, 896, 805]
phone-row	[437, 1132, 628, 1143]
crossword-cell	[740, 1476, 757, 1493]
crossword-cell[interactable]	[638, 1442, 655, 1459]
cinema-film: «Ἡ κόρη τοῦ ἡλίου»	[1075, 386, 1164, 397]
problem-header: ΤΟ ΠΡΟΒΛΗΜΑ	[435, 636, 630, 662]
phones-table	[435, 990, 630, 1145]
problem-solution: Οἱ Ἕλληνες ἦσαν 25 ἐπὶ τοῦ συνόλου.	[443, 721, 609, 731]
editor-name: ΓΕΩΡΓΙΟΣ ΓΙΑΝΝΟΥΛΕΑΣ	[471, 172, 594, 181]
serial-col1b: Τὰ μάτια της ἔλαμπαν ἀπὸ ἐνθουσιασμό. — Πρέπει νὰ φύγουμε ἀπόψε, ψιθύρισε. Δὲν ὑπάρχει ἄλλος δρόμος. Ὁ Μάνκλ σηκώθηκε ἀργὰ καὶ πλησίασε στὸ παράθυρο. Ἔξω ἡ βροχὴ ἔπεφτε ἀσταμάτητα καὶ ὁ ἄνεμος σφύριζε μέσα ἀπὸ τὰ κλαδιὰ τῶν δέντρων. — Καὶ ποῦ θὰ πᾶμε; ρώτησε. Κανεὶς δὲν θὰ μᾶς δεχθῇ. — Θὰ βροῦμε ἕνα μέρος, εἶπε ἐκείνη. Πέρα ἀπὸ τὰ βουνά, πέρα ἀπὸ τὸ οὐράνιο τόξο, ἐκεῖ ποὺ κανεὶς δὲν θὰ μᾶς ψάξῃ. Ἡ καρδιά του χτυποῦσε δυνατά. Ἤξερε ὅτι εἶχε δίκιο, μὰ φοβόταν.	[27, 1973, 319, 2058]
pharmacies-night: Καθ᾽ ὅλην τὴν νύκτα ἐφημερεύουν: Ι. Κουρδίκης «Ὀλύμπου 198», Σ. Ἀργυρουδίκου «Τσιμισκῆ 59», Α. Χαμπαρίδης «Λαγκαδᾶ 8».	[435, 840, 630, 871]
left-article-p1: ΟΜΟΛΟΓΩ ὅτι δὲν θεωρῶ ἀπίθανον νὰ δημοσιευθοῦν εἰς τὸν ἐφημερίδα «Η ΜΕΡΑ» τῶν Πατρῶν. Ὅτι κατὰ τὸν τελευταῖον ἐκ Πατρῶν ἐκλογὴν τοῦ κ. Στεφανοπούλου. Ἄλλην ἐγνώρισα ἐξ Γερμανίας, τοὺς θὰ παρουσιάσετε τὴν ἑπομένην εἰς τὸ κέντρον Θεσσαλονίκης πληρέστερον. Ἐξήτησε καὶ τὸν κ. Στεφανόπουλον καὶ τοὺς παλαιοὺς ὅτι μὲ τὰς ἐκλογὰς ὅλος ὁ κόσμος ἦτο ἀνάστατος καὶ δὲν ἐκοιμᾶτο κανείς.	[27, 149, 417, 215]
crossword-cell[interactable]	[723, 1578, 740, 1595]
cinema-item	[1039, 398, 1225, 409]
crossword-cell[interactable]	[655, 1562, 671, 1578]
politics-section	[637, 147, 1027, 1387]
crossword-cell[interactable]	[706, 1511, 722, 1527]
cinema-film: «Ὁ ἄνδρας τῆς Λάουρας»	[1078, 460, 1191, 471]
crossword-cell[interactable]	[655, 1544, 671, 1561]
crossword-cell[interactable]	[774, 1562, 791, 1578]
provinces-header: Ἐπαρχιῶν	[1039, 796, 1225, 811]
cinema-item	[1039, 449, 1225, 460]
address-info: Πεζιλάου 23 κε., Θεσσαλονίκη 242	[462, 150, 604, 159]
crossword-cell[interactable]	[774, 1442, 791, 1459]
letters-exhibits-sub: Τῆς «Τέχνης»	[1393, 502, 1467, 514]
theatres-sub: ΤΑ ΘΕΑΤΡΑ	[1039, 177, 1102, 188]
separator-stars: ✱ ✱ ✱	[187, 1067, 258, 1078]
letters-theatre: Κατὰ τὸ τρέχον ἔτος θὰ δοθοῦν εἰς τὸ θέατρον Φιλίππων αἱ ἀκόλουθοι παραστάσεις: «Ἡλέκτρα» τοῦ Σοφοκλέους, «Ἱκέτιδες» τοῦ Αἰσχύλου καὶ «Ὄρνιθες» τοῦ Ἀριστοφάνους. Αἱ παραστάσεις θὰ δοθοῦν ὑπὸ τοῦ Ἐθνικοῦ Θεάτρου κατὰ τὸν Αὔγουστον.	[1238, 221, 1387, 314]
crossword-cell[interactable]	[774, 1527, 791, 1544]
crossword-cell[interactable]: 9	[791, 1425, 808, 1442]
left-article-p5c: Ο ΠΟΣ πληροφοροῦμαι ἀπὸ τὴν «Κρητικὴν Ἕνωσιν», εἰς τὸ Βανεού τῆς Κοζάνης ὑπάρχει ὁ Μικραπούλης, ὁ Α. Μικούλης, μιὰ μορφὴ ποὺ τιμᾷ τὸν τόπον. Εἰς τὴν Ἀθήνα καὶ εἰς τὴν Θεσσαλονίκην ὑπάρχουν ἀκόμη οἱ παλαιοὶ ποὺ θυμοῦνται.	[27, 1033, 417, 1065]
cinema-item	[1039, 356, 1225, 367]
suburbs-header: Συνοικιῶν	[1039, 639, 1225, 654]
cinema-film: «Ἕνας μάγκας στὰ σαλόνια»	[1082, 356, 1212, 367]
philosophy-text: Ὁ θάνατος εἶναι ἀπώλεια· ὅταν πέθανε ὁ Ἀδάμ, ἐσφάγη τὸ μῆλον εἰς τὸν κῆπον.	[435, 612, 630, 632]
serial-col3c: Τώρα ὁ Μάνκλ ἔβρισκε πὼς εἶχε ἀνάγκη νὰ μιλήσῃ καὶ νὰ ἀφηγηθῇ ὅσα εἶχαν συμβῆ. Ἡ Ροζαλία τὸν κοίταζε μὲ μάτια γεμάτα ἀπορία. — Δὲν μπορῶ νὰ καταλάβω τίποτα, εἶπε. Ἐσὺ ὁ ἴδιος τὰ ἔβλεπες ὅλα; — Ναί, ἀπάντησε ἐκεῖνος. Ἤμουν ἐκεῖ ὅταν ἔγιναν. Ἡ νύχτα ἦταν σκοτεινὴ καὶ τὰ βήματα ἀκούγονταν βαριὰ στὸν διάδρομο. Κάποιος ἄνοιξε τὴν πόρτα καὶ μπῆκε χωρὶς νὰ χτυπήσῃ. Ἦταν ὁ γέρος ὑπηρέτης τῆς οἰκογένειας, ποὺ κρατοῦσε ἕνα κερὶ ἀναμμένο στὸ χέρι του. Τὸ πρόσωπό του ἦταν χλωμὸ καὶ τὰ χέρια του ἔτρεμαν. — Ἔλα γρήγορα, μοῦ εἶπε. Ὁ κύριος σὲ ζητάει.	[631, 2028, 923, 2122]
cinema-item	[1039, 387, 1225, 398]
crossword-grid[interactable]	[637, 1424, 808, 1596]
cinema-name: ΑΕΛΛΩ	[1039, 282, 1073, 293]
crossword-cell[interactable]	[723, 1442, 740, 1459]
crossword-cell	[740, 1578, 757, 1595]
crossword-cell[interactable]	[757, 1511, 773, 1527]
crossword-cell[interactable]	[689, 1511, 706, 1527]
poetry-header: Η ΠΟΙΗΣΙΣ	[435, 198, 630, 224]
anecdote-text-2: Ἕνας νέος ποὺ εἶχε ἐρωτευθῆ μία κοπέλλα ἀπὸ πλουσίαν οἰκογένειαν, ἐζήτησε ἀπὸ τὸν πατέρα της τὴν χεῖρα της. — Καὶ τί ἔχεις νὰ μοῦ δώσῃς, ρώτησε ὁ πατέρας. — Ἕνα σπίτι καὶ μίαν καρδιά. — Τὸ σπίτι εἶναι δικό σου; — Ὄχι, τῆς καρδιᾶς μου...	[435, 505, 630, 568]
phone-row	[437, 1119, 628, 1130]
cinema-name: ΙΦΙΓΕΝΕΙΑ	[1039, 397, 1092, 408]
phone-name: Ἄμεσος Δράσις (Ἀστυν.)	[439, 992, 540, 1003]
cinema-list	[1039, 283, 1225, 480]
crossword-cell[interactable]	[689, 1578, 706, 1595]
theatres-text: ΕΤΑΙΡΕΙΑ ΜΑΚΕΔΟΝΙΚΩΝ ΣΠΟΥΔΩΝ: «Οἱ ἀφεντάδες» τοῦ Κ. Ζαχαρίαδου. ΘΥΜΕΛΗ: «Ἡ γυναίκα καὶ ὁ θεός» τοῦ Γ. Μακρή. ΒΑΣΙΛΙΚΟΝ: «Ἡ νύχτα τῆς Ἰγκουάνα», Κ. Ν. Βερούλης.	[1039, 189, 1225, 241]
letters-theatre-3: Ἡ συμφωνικὴ ὀρχήστρα τῆς Θεσσαλονίκης θὰ δώσῃ συναυλίαν ὑπὸ τὴν διεύθυνσιν τοῦ Σόλωνος Μιχαηλίδη. Θὰ ἐκτελεσθοῦν ἔργα τοῦ Μπετόβεν καὶ τοῦ Μότσαρτ.	[1238, 413, 1387, 475]
cinema-name: ΕΛΥΣΙΑ	[1039, 376, 1075, 387]
letters-theatre-header: ΤΟ ΘΕΑΤΡΟ	[1238, 183, 1387, 205]
cinema-film: «Τὸ χαμόγελο τῆς Ἐνοχῆς»	[1074, 376, 1195, 387]
separator-stars: ✱ ✱ ✱	[187, 929, 258, 941]
crossword-cell[interactable]	[791, 1493, 808, 1510]
serial-col3d: Τὰ μάτια της ἔλαμπαν ἀπὸ ἐνθουσιασμό. — Πρέπει νὰ φύγουμε ἀπόψε, ψιθύρισε. Δὲν ὑπάρχει ἄλλος δρόμος. Ὁ Μάνκλ σηκώθηκε ἀργὰ καὶ πλησίασε στὸ παράθυρο. Ἔξω ἡ βροχὴ ἔπεφτε ἀσταμάτητα καὶ ὁ ἄνεμος σφύριζε μέσα ἀπὸ τὰ κλαδιὰ τῶν δέντρων. — Καὶ ποῦ θὰ πᾶμε; ρώτησε. Κανεὶς δὲν θὰ μᾶς δεχθῇ. — Θὰ βροῦμε ἕνα μέρος, εἶπε ἐκείνη. Πέρα ἀπὸ τὰ βουνά, πέρα ἀπὸ τὸ οὐράνιο τόξο, ἐκεῖ ποὺ κανεὶς δὲν θὰ μᾶς ψάξῃ. Ἡ καρδιά του χτυποῦσε δυνατά. Ἤξερε ὅτι εἶχε δίκιο, μὰ φοβόταν.	[631, 2125, 923, 2209]
serial-section	[27, 1759, 1225, 2315]
phone-row	[437, 992, 628, 1003]
story-illustration-icon	[1244, 1329, 1287, 1374]
crossword-cell	[723, 1511, 740, 1527]
crossword-cell[interactable]	[740, 1493, 757, 1510]
cinema-film: «Ἡ βίλλα τῶν ὀργίων»	[1114, 366, 1216, 376]
left-article-p4: ΟΠΟΣ πληροφοροῦμαι ἀπὸ τὴν «Κρητικὴν Ἕνωσιν», εἰς τὸ Βανεού τῆς Κοζάνης ὑπάρχει ὁ Μικραπούλης, ὁ Α. Μικούλης, μιὰ μορφὴ ποὺ τιμᾷ τὸν τόπον. Εἰς τὴν Ἀθήνα καὶ εἰς τὴν Θεσσαλονίκην ὑπάρχουν ἀκόμη οἱ παλαιοὶ ποὺ θυμοῦνται.	[35, 725, 417, 761]
crossword-cell	[706, 1562, 722, 1578]
crossword-cell[interactable]	[672, 1544, 689, 1561]
cinema-name: ΒΙΚΤΩΡΙΑ	[1039, 334, 1088, 345]
cinema-name: ΑΣΤΕΡΙΑ	[1039, 324, 1081, 335]
crossword-cell[interactable]	[791, 1460, 808, 1476]
phone-row	[437, 1043, 628, 1054]
politics-col5: ΦΙΛΟΙ πανταχόθεν ἀναφέρουν ὅτι ἡ ΕΡΕ θὰ εὑρεθῇ εἰς τὴν ἀντιπολίτευσιν. Ἐὰν ὁ κ. Κανελλόπουλος ἐπιμείνῃ, θὰ ὑπάρξῃ διάσπασις.	[901, 727, 1027, 794]
politics-col3: Κανελλόπουλος: Ὅσοι ἀκούσουν παράπονα νὰ τὰ φέρουν εἰς τὴν ΕΡΕ. Εἶναι ἡ μόνη λύσις ποὺ ἀπομένει. Ἀπόψε εἰς τὴν στάσιν: Τελικῶς θὰ τραβήξουν τὸ αὐτὸ τοῦ Παναγιώτου.	[637, 731, 763, 805]
crossword-cell[interactable]	[774, 1476, 791, 1493]
hospitals-text: Ἐφημερεύουν σήμερον: Ἀγ. Δημήτριος, ΑΧΕΠΑ, Ἱπποκράτειον, Ἅγιος Παῦλος. ΑΧΕΠΑ: διὰ παθολογικὰ περιστατικά. ΙΠΠΟΚΡΑΤΕΙΟΝ: διὰ χειρουργικὰ καὶ ὀρθοπεδικά.	[435, 905, 630, 957]
crossword-cell[interactable]	[638, 1476, 655, 1493]
anecdote-header: ΤΟ ΑΝΕΚΔΟΤΟΝ	[435, 400, 630, 425]
crossword-cell[interactable]	[638, 1562, 655, 1578]
separator-stars: ✱ ✱ ✱	[187, 715, 258, 726]
provinces-text-2: ΑΕΛΛΑ: «Ὁ ἀσπροσάκης». ΑΚΡΟΠΟΛΙΣ: «Τὸ λιμάνι». ΑΣΤΕΡΙΑ: «Ἡ χήρα». ΚΑΛΗ: «Οἱ γρήγοροι». ΚΡΟΝΟΣ: «Ἡ γκρενάδα». ΜΑΡΙΝΑ: «Ἡ ἀγάπη». ΣΤΑΥΡΟΠΟΛΙΣ: «Ὁ πατέρας».	[1039, 896, 1225, 948]
letters-exhibits-2: Ἡ συμφωνικὴ ὀρχήστρα τῆς Θεσσαλονίκης θὰ δώσῃ συναυλίαν ὑπὸ τὴν διεύθυνσιν τοῦ Σόλωνος Μιχαηλίδη. Θὰ ἐκτελεσθοῦν ἔργα τοῦ Μπετόβεν καὶ τοῦ Μότσαρτ.	[1393, 558, 1542, 621]
politics-photo	[637, 381, 1027, 705]
crossword-cell[interactable]	[638, 1544, 655, 1561]
left-article-p5b: ΣΧΕΤΙΚΟΣ, μὲ τὸ ὑπογένειον καὶ τὴν λατρείαν ποὺ τοῦ ἔτρεφαν οἱ διαπρεπεῖς τῶν Ἀθηνῶν. Τὸ ὑπογένειον καὶ ἡ λατρεία ποὺ ἐκφράζουν διὰ τοῦ ἐκλεκτοῦ ἐκπροσώπου τῆς Θεσσαλονίκης. Τὸ «Ἁμαλία», ὅπως ἔλεγαν τότε, ἦτο ἕνα ἀπὸ τὰ ὀνόματα ποὺ ἔδιδαν εἰς τὰ σπίτια τῆς ἐποχῆς.	[27, 988, 417, 1030]
cinema-film: «Ὁ τελευταῖος ἀγώνας»	[1104, 428, 1211, 439]
left-article-p1b: ΣΧΕΤΙΚΟΣ, μὲ τὸ ὑπογένειον καὶ τὴν λατρείαν ποὺ τοῦ ἔτρεφαν οἱ διαπρεπεῖς τῶν Ἀθηνῶν. Τὸ ὑπογένειον καὶ ἡ λατρεία ποὺ ἐκφράζουν διὰ τοῦ ἐκλεκτοῦ ἐκπροσώπου τῆς Θεσσαλονίκης. Τὸ «Ἁμαλία», ὅπως ἔλεγαν τότε, ἦτο ἕνα ἀπὸ τὰ ὀνόματα ποὺ ἔδιδαν εἰς τὰ σπίτια τῆς ἐποχῆς.	[27, 218, 417, 260]
politics-col1b: ΤΣΙΚΟΥΡΙΑ Κανελλόπουλου Καλοκύρη, ἐκπτισκὴ ὑπὸ τὸν ἀνακόμβον καὶ τὸν ἀρχηγὸν τῆς ΕΡΕ θέσιν. Καλονυχίτης: Τὸ παρατραβάτε τὸ σχοινὶ κ. πρόεδρε...	[637, 288, 763, 362]
crossword-cell[interactable]	[706, 1578, 722, 1595]
crossword-cell[interactable]	[723, 1544, 740, 1561]
left-article-signature: Ὁ Βόρειος	[361, 1246, 417, 1260]
poetry-text: Μεράκλι ἀγάπη λέξεις σὲ σοῦ χάρκω ρομάντζα τῶν ὀρίων νεανικῶν. Μὲ τὸν ἄγγελο τὰ τῆς φαντασίας. Δίνω μιᾶς φλόγας τῆς ζωῆς χρόνων πολλῶν. Εἶναι ἡ ὥρα σου τῆς ἀγάπης μας. Τῆς ψυχῆς σημάδι. Ἕνα τραγούδι καὶ ἕνα ἁπαλὸ ἐρωτικὸ φιλί ποὺ μᾶς περιμένει. Ἡ ἀγάπη, τὴν ἀγαπημένη.	[476, 240, 589, 385]
crossword-cell[interactable]	[638, 1460, 655, 1476]
cinemas-premiere: Α' προβολῆς	[1094, 270, 1170, 283]
crossword-cell[interactable]	[706, 1527, 722, 1544]
politics-col2: «Εἶσθε ἄτομον καὶ σοβαρὸν…» Συνεδρίασις ὑπὸ τὸν κ. Κανελλόπουλον κατὰ τὴν ὁποίαν ἐσυζητήθη τὸ θέμα τῆς ἐκλογῆς νέου προέδρου τῆς ΚΕΝΤΡΟΔΕΞΙΑΣ παρατάξεως.	[768, 182, 896, 266]
crossword-cell[interactable]	[757, 1493, 773, 1510]
crossword-cell[interactable]	[723, 1476, 740, 1493]
politics-col5c: Κανελλόπουλος: Ὅσοι ἀκούσουν παράπονα νὰ τὰ φέρουν εἰς τὴν ΕΡΕ. Εἶναι ἡ μόνη λύσις ποὺ ἀπομένει. Ἀπόψε εἰς τὴν στάσιν: Τελικῶς θὰ τραβήξουν τὸ αὐτὸ τοῦ Παναγιώτου.	[901, 863, 1027, 935]
serial-episode: 64ον	[160, 1866, 187, 1877]
crossword-cell[interactable]	[740, 1562, 757, 1578]
phone-name: Λιμεναρχεῖον	[439, 1107, 496, 1118]
crossword-cell[interactable]	[689, 1527, 706, 1544]
crossword-cell[interactable]: 5	[723, 1425, 740, 1442]
separator-stars: ✱ ✱ ✱	[187, 306, 258, 318]
serial-banner	[27, 1765, 1225, 1863]
